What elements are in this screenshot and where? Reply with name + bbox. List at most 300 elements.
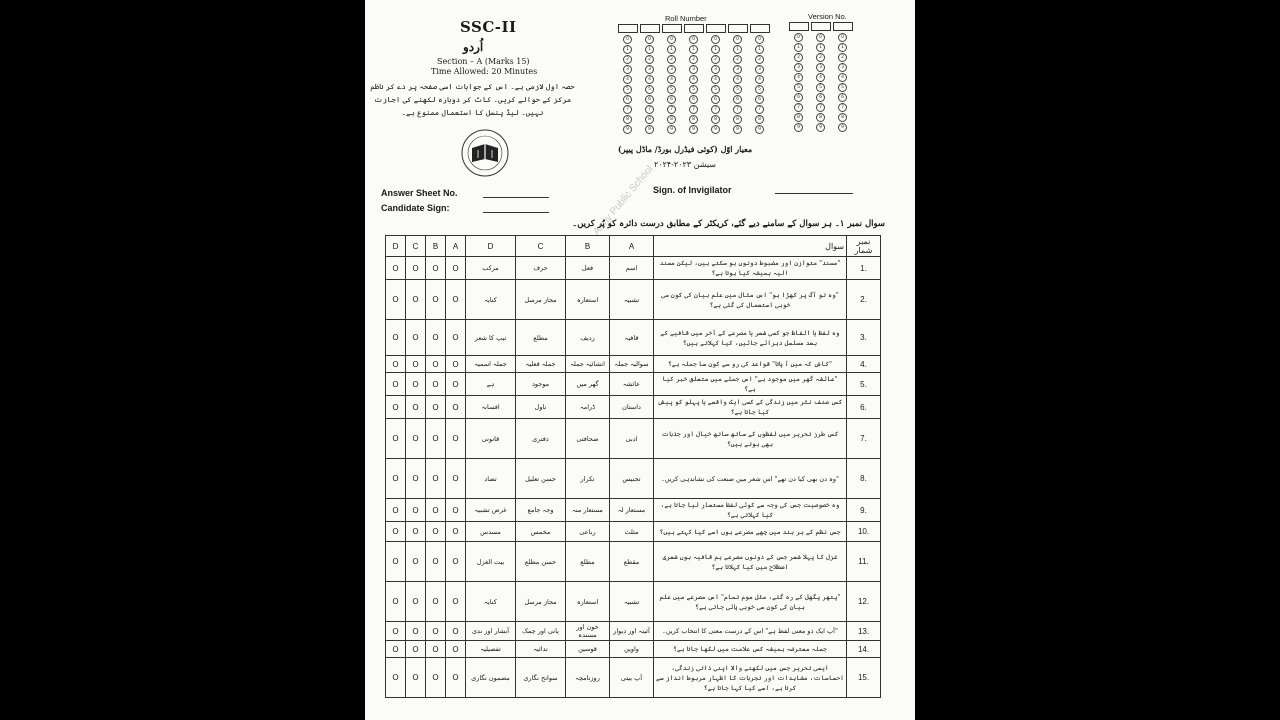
omr-bubble[interactable]: 7: [733, 105, 742, 114]
answer-bubble[interactable]: O: [446, 658, 466, 698]
answer-bubble[interactable]: O: [406, 499, 426, 522]
omr-bubble[interactable]: 2: [667, 55, 676, 64]
omr-bubble[interactable]: 4: [711, 75, 720, 84]
answer-bubble[interactable]: O: [426, 320, 446, 356]
option-a: تشبیہ: [610, 280, 654, 320]
question-number: 4.: [847, 356, 881, 373]
omr-bubble[interactable]: 1: [755, 45, 764, 54]
question-text: کس صنف نثر میں زندگی کے کسی ایک واقعے یا پہلو کو پیش کیا جاتا ہے؟: [654, 396, 847, 419]
omr-bubble[interactable]: 5: [733, 85, 742, 94]
answer-bubble[interactable]: O: [426, 257, 446, 280]
omr-bubble[interactable]: 2: [711, 55, 720, 64]
question-number: 9.: [847, 499, 881, 522]
question-heading: سوال نمبر ۱۔ ہر سوال کے سامنے دیے گئے، کریکٹر کے مطابق درست دائرہ کو پُر کریں۔: [572, 219, 885, 229]
option-c: مجاز مرسل: [516, 280, 566, 320]
question-number: 3.: [847, 320, 881, 356]
omr-bubble[interactable]: 0: [755, 35, 764, 44]
omr-bubble[interactable]: 6: [645, 95, 654, 104]
omr-bubble[interactable]: 3: [733, 65, 742, 74]
option-c: مجاز مرسل: [516, 582, 566, 622]
option-c: حسن مطلع: [516, 542, 566, 582]
omr-bubble[interactable]: 5: [645, 85, 654, 94]
header-b: B: [426, 236, 446, 257]
omr-column[interactable]: [810, 22, 831, 133]
answer-bubble[interactable]: O: [406, 522, 426, 542]
omr-bubble[interactable]: 0: [645, 35, 654, 44]
omr-bubble[interactable]: 5: [755, 85, 764, 94]
answer-bubble[interactable]: O: [386, 622, 406, 641]
omr-column[interactable]: [727, 24, 748, 135]
roll-number-grid[interactable]: [617, 24, 770, 135]
omr-digit-box[interactable]: [750, 24, 770, 33]
invigilator-label: Sign. of Invigilator: [653, 185, 732, 195]
time-allowed: Time Allowed: 20 Minutes: [431, 67, 538, 76]
answer-bubble[interactable]: O: [386, 280, 406, 320]
answer-bubble[interactable]: O: [446, 419, 466, 459]
omr-column[interactable]: [749, 24, 770, 135]
question-text: "وہ تو آگ پر کھڑا ہو" اس مثال میں علم بیان کی کون سی خوبی استعمال کی گئی ہے؟: [654, 280, 847, 320]
option-a: مستعار لہ: [610, 499, 654, 522]
omr-bubble[interactable]: 3: [711, 65, 720, 74]
option-c: ناول: [516, 396, 566, 419]
option-c: موجود: [516, 373, 566, 396]
omr-bubble[interactable]: 3: [667, 65, 676, 74]
omr-bubble[interactable]: 7: [838, 103, 847, 112]
omr-bubble[interactable]: 1: [667, 45, 676, 54]
session-title: معیار اوّل (کوئی فیڈرل بورڈ/ ماڈل پیپر): [617, 144, 753, 154]
omr-bubble[interactable]: 2: [755, 55, 764, 64]
option-a: اسم: [610, 257, 654, 280]
answer-bubble[interactable]: O: [406, 396, 426, 419]
omr-digit-box[interactable]: [728, 24, 748, 33]
omr-bubble[interactable]: 2: [794, 53, 803, 62]
answer-bubble[interactable]: O: [446, 320, 466, 356]
option-c: پانی اور چمک: [516, 622, 566, 641]
omr-bubble[interactable]: 3: [816, 63, 825, 72]
omr-bubble[interactable]: 9: [667, 125, 676, 134]
omr-bubble[interactable]: 0: [733, 35, 742, 44]
option-d: بیت الغزل: [466, 542, 516, 582]
omr-column[interactable]: [639, 24, 660, 135]
question-number: 12.: [847, 582, 881, 622]
version-grid[interactable]: [788, 22, 853, 133]
omr-bubble[interactable]: 8: [667, 115, 676, 124]
option-a: آپ بیتی: [610, 658, 654, 698]
option-b: ردیف: [566, 320, 610, 356]
answer-sheet-paper: [365, 0, 915, 720]
answer-sheet-label: Answer Sheet No.: [381, 188, 458, 198]
omr-bubble[interactable]: 5: [794, 83, 803, 92]
omr-bubble[interactable]: 0: [838, 33, 847, 42]
option-a: عائشہ: [610, 373, 654, 396]
table-row: [386, 280, 881, 320]
omr-digit-box[interactable]: [662, 24, 682, 33]
omr-digit-box[interactable]: [684, 24, 704, 33]
answer-bubble[interactable]: O: [386, 582, 406, 622]
omr-bubble[interactable]: 6: [689, 95, 698, 104]
omr-bubble[interactable]: 4: [667, 75, 676, 84]
option-a: سوالیہ جملہ: [610, 356, 654, 373]
omr-digit-box[interactable]: [833, 22, 853, 31]
answer-bubble[interactable]: O: [386, 320, 406, 356]
omr-bubble[interactable]: 0: [794, 33, 803, 42]
option-d: افسانہ: [466, 396, 516, 419]
question-text: "کاش کہ میں آ پاتا" قواعد کی رو سے کون سا جملہ ہے؟: [654, 356, 847, 373]
omr-bubble[interactable]: 7: [645, 105, 654, 114]
option-d: مسدس: [466, 522, 516, 542]
answer-bubble[interactable]: O: [446, 499, 466, 522]
option-d: کنایہ: [466, 280, 516, 320]
option-d: غرض تشبیہ: [466, 499, 516, 522]
omr-digit-box[interactable]: [789, 22, 809, 31]
omr-column[interactable]: [832, 22, 853, 133]
omr-bubble[interactable]: 9: [711, 125, 720, 134]
omr-bubble[interactable]: 6: [711, 95, 720, 104]
option-d: تیپ کا شعر: [466, 320, 516, 356]
omr-digit-box[interactable]: [640, 24, 660, 33]
question-number: 13.: [847, 622, 881, 641]
exam-title: SSC-II: [460, 18, 517, 36]
table-row: [386, 396, 881, 419]
option-a: مثلث: [610, 522, 654, 542]
question-text: "عائشہ گھر میں موجود ہے" اس جملے میں متعلق خبر کیا ہے؟: [654, 373, 847, 396]
omr-bubble[interactable]: 5: [838, 83, 847, 92]
table-row: [386, 542, 881, 582]
option-d: آبشار اور ندی: [466, 622, 516, 641]
answer-bubble[interactable]: O: [426, 356, 446, 373]
answer-bubble[interactable]: O: [426, 641, 446, 658]
omr-bubble[interactable]: 8: [623, 115, 632, 124]
omr-bubble[interactable]: 9: [623, 125, 632, 134]
omr-bubble[interactable]: 1: [838, 43, 847, 52]
question-text: جملہ معترضہ ہمیشہ کس علامت میں لکھا جاتا ہے؟: [654, 641, 847, 658]
answer-bubble[interactable]: O: [386, 658, 406, 698]
answer-bubble[interactable]: O: [386, 373, 406, 396]
option-c: دفتری: [516, 419, 566, 459]
answer-bubble[interactable]: O: [446, 396, 466, 419]
option-b: مستعار منہ: [566, 499, 610, 522]
table-row: [386, 641, 881, 658]
omr-bubble[interactable]: 7: [755, 105, 764, 114]
question-number: 2.: [847, 280, 881, 320]
omr-bubble[interactable]: 1: [733, 45, 742, 54]
omr-bubble[interactable]: 9: [816, 123, 825, 132]
omr-bubble[interactable]: 9: [794, 123, 803, 132]
candidate-sign-field[interactable]: [483, 212, 549, 213]
option-b: قوسین: [566, 641, 610, 658]
answer-bubble[interactable]: O: [406, 658, 426, 698]
answer-bubble[interactable]: O: [386, 356, 406, 373]
answer-bubble[interactable]: O: [446, 280, 466, 320]
omr-bubble[interactable]: 6: [816, 93, 825, 102]
answer-bubble[interactable]: O: [386, 419, 406, 459]
option-c: حرف: [516, 257, 566, 280]
omr-bubble[interactable]: 6: [794, 93, 803, 102]
option-d: مرکب: [466, 257, 516, 280]
option-a: قافیہ: [610, 320, 654, 356]
header-c: C: [406, 236, 426, 257]
omr-digit-box[interactable]: [706, 24, 726, 33]
answer-bubble[interactable]: O: [386, 396, 406, 419]
omr-bubble[interactable]: 8: [816, 113, 825, 122]
omr-digit-box[interactable]: [618, 24, 638, 33]
invigilator-sign-field[interactable]: [775, 193, 853, 194]
option-a: آئینہ اور دیوار: [610, 622, 654, 641]
answer-bubble[interactable]: O: [426, 622, 446, 641]
table-row: [386, 419, 881, 459]
option-b: رباعی: [566, 522, 610, 542]
option-c: جملہ فعلیہ: [516, 356, 566, 373]
option-a: داستان: [610, 396, 654, 419]
table-row: [386, 622, 881, 641]
option-b: فعل: [566, 257, 610, 280]
answer-bubble[interactable]: O: [406, 542, 426, 582]
omr-bubble[interactable]: 4: [794, 73, 803, 82]
answer-bubble[interactable]: O: [426, 499, 446, 522]
instructions-text: حصہ اول لازمی ہے۔ اس کے جوابات اسی صفحہ پر دے کر ناظم مرکز کے حوالے کریں۔ کاٹ کر دوبارہ لکھنے کی اجازت نہیں۔ لیڈ پنسل کا استعمال ممنوع ہے۔: [370, 82, 575, 117]
omr-bubble[interactable]: 3: [755, 65, 764, 74]
table-row: [386, 320, 881, 356]
omr-bubble[interactable]: 8: [794, 113, 803, 122]
omr-bubble[interactable]: 6: [733, 95, 742, 104]
option-d: کنایہ: [466, 582, 516, 622]
answer-bubble[interactable]: O: [426, 396, 446, 419]
option-b: روزنامچہ: [566, 658, 610, 698]
answer-bubble[interactable]: O: [406, 280, 426, 320]
question-number: 6.: [847, 396, 881, 419]
version-label: Version No.: [808, 12, 847, 21]
omr-bubble[interactable]: 3: [645, 65, 654, 74]
omr-bubble[interactable]: 7: [711, 105, 720, 114]
answer-bubble[interactable]: O: [426, 542, 446, 582]
omr-bubble[interactable]: 4: [838, 73, 847, 82]
answer-bubble[interactable]: O: [386, 522, 406, 542]
answer-bubble[interactable]: O: [446, 522, 466, 542]
option-c: سوانح نگاری: [516, 658, 566, 698]
omr-bubble[interactable]: 9: [755, 125, 764, 134]
omr-bubble[interactable]: 6: [667, 95, 676, 104]
omr-bubble[interactable]: 1: [623, 45, 632, 54]
answer-bubble[interactable]: O: [386, 499, 406, 522]
omr-bubble[interactable]: 8: [755, 115, 764, 124]
omr-bubble[interactable]: 5: [667, 85, 676, 94]
omr-bubble[interactable]: 9: [838, 123, 847, 132]
question-text: "پتھر پگھل کے رہ گئے، مثل موم تمام" اس مصرعے میں علم بیان کی کون سی خوبی پائی جاتی ہے؟: [654, 582, 847, 622]
omr-bubble[interactable]: 8: [711, 115, 720, 124]
omr-bubble[interactable]: 3: [689, 65, 698, 74]
candidate-sign-label: Candidate Sign:: [381, 203, 450, 213]
omr-bubble[interactable]: 5: [816, 83, 825, 92]
header-option-c: C: [516, 236, 566, 257]
option-b: خون اور مسندہ: [566, 622, 610, 641]
question-number: 14.: [847, 641, 881, 658]
omr-bubble[interactable]: 2: [645, 55, 654, 64]
question-number: 11.: [847, 542, 881, 582]
omr-column[interactable]: [705, 24, 726, 135]
table-row: [386, 499, 881, 522]
option-c: مطلع: [516, 320, 566, 356]
option-b: استعارہ: [566, 582, 610, 622]
answer-bubble[interactable]: O: [446, 542, 466, 582]
option-d: تفصیلیہ: [466, 641, 516, 658]
omr-bubble[interactable]: 8: [645, 115, 654, 124]
answer-bubble[interactable]: O: [426, 280, 446, 320]
answer-bubble[interactable]: O: [446, 582, 466, 622]
omr-bubble[interactable]: 2: [838, 53, 847, 62]
omr-bubble[interactable]: 7: [667, 105, 676, 114]
option-b: گھر میں: [566, 373, 610, 396]
omr-bubble[interactable]: 6: [755, 95, 764, 104]
answer-bubble[interactable]: O: [446, 257, 466, 280]
option-a: واوین: [610, 641, 654, 658]
omr-bubble[interactable]: 1: [711, 45, 720, 54]
omr-bubble[interactable]: 4: [816, 73, 825, 82]
answer-bubble[interactable]: O: [386, 641, 406, 658]
answer-sheet-field[interactable]: [483, 197, 549, 198]
omr-column[interactable]: [788, 22, 809, 133]
omr-bubble[interactable]: 5: [623, 85, 632, 94]
option-c: ندائیہ: [516, 641, 566, 658]
header-serial: نمبر شمار: [847, 236, 881, 257]
answer-bubble[interactable]: O: [446, 373, 466, 396]
answer-bubble[interactable]: O: [426, 582, 446, 622]
answer-bubble[interactable]: O: [446, 622, 466, 641]
table-row: [386, 257, 881, 280]
answer-bubble[interactable]: O: [386, 459, 406, 499]
omr-digit-box[interactable]: [811, 22, 831, 31]
omr-bubble[interactable]: 2: [816, 53, 825, 62]
omr-column[interactable]: [617, 24, 638, 135]
header-option-a: A: [610, 236, 654, 257]
omr-bubble[interactable]: 0: [711, 35, 720, 44]
omr-bubble[interactable]: 2: [623, 55, 632, 64]
omr-bubble[interactable]: 3: [794, 63, 803, 72]
table-row: [386, 373, 881, 396]
answer-bubble[interactable]: O: [446, 641, 466, 658]
question-number: 7.: [847, 419, 881, 459]
table-header-row: [386, 236, 881, 257]
header-d: D: [386, 236, 406, 257]
omr-bubble[interactable]: 0: [689, 35, 698, 44]
answer-bubble[interactable]: O: [406, 641, 426, 658]
question-number: 5.: [847, 373, 881, 396]
answer-bubble[interactable]: O: [406, 356, 426, 373]
omr-bubble[interactable]: 0: [667, 35, 676, 44]
omr-bubble[interactable]: 6: [838, 93, 847, 102]
omr-bubble[interactable]: 2: [733, 55, 742, 64]
omr-column[interactable]: [661, 24, 682, 135]
omr-bubble[interactable]: 3: [838, 63, 847, 72]
table-row: [386, 582, 881, 622]
omr-bubble[interactable]: 9: [645, 125, 654, 134]
omr-bubble[interactable]: 7: [794, 103, 803, 112]
omr-bubble[interactable]: 7: [816, 103, 825, 112]
answer-bubble[interactable]: O: [406, 419, 426, 459]
omr-bubble[interactable]: 8: [689, 115, 698, 124]
header-question: سوال: [654, 236, 847, 257]
omr-bubble[interactable]: 4: [645, 75, 654, 84]
question-text: "مسند" متوازن اور مضبوط دونوں ہو سکتے ہیں، لیکن مسند الیہ ہمیشہ کیا ہوتا ہے؟: [654, 257, 847, 280]
table-row: [386, 522, 881, 542]
answer-bubble[interactable]: O: [406, 622, 426, 641]
answer-bubble[interactable]: O: [386, 257, 406, 280]
option-c: حسن تعلیل: [516, 459, 566, 499]
answer-bubble[interactable]: O: [406, 373, 426, 396]
omr-bubble[interactable]: 5: [689, 85, 698, 94]
omr-bubble[interactable]: 4: [689, 75, 698, 84]
omr-bubble[interactable]: 3: [623, 65, 632, 74]
table-row: [386, 356, 881, 373]
header-option-b: B: [566, 236, 610, 257]
mcq-table: [385, 235, 881, 698]
answer-bubble[interactable]: O: [446, 459, 466, 499]
question-number: 1.: [847, 257, 881, 280]
omr-bubble[interactable]: 4: [623, 75, 632, 84]
question-text: "آپ ایک ذو معنی لفظ ہے" اس کے درست معنی کا انتخاب کریں۔: [654, 622, 847, 641]
answer-bubble[interactable]: O: [406, 459, 426, 499]
option-b: استعارہ: [566, 280, 610, 320]
option-b: ڈرامہ: [566, 396, 610, 419]
header-option-d: D: [466, 236, 516, 257]
option-d: جملہ اسمیہ: [466, 356, 516, 373]
answer-bubble[interactable]: O: [426, 419, 446, 459]
answer-bubble[interactable]: O: [426, 459, 446, 499]
answer-bubble[interactable]: O: [426, 373, 446, 396]
omr-bubble[interactable]: 1: [794, 43, 803, 52]
school-logo-icon: [460, 128, 510, 178]
omr-bubble[interactable]: 1: [645, 45, 654, 54]
option-a: مقطع: [610, 542, 654, 582]
answer-bubble[interactable]: O: [426, 522, 446, 542]
question-text: وہ لفظ یا الفاظ جو کسی شعر یا مصرعے کے آخر میں قافیے کے بعد مسلسل دہرائے جائیں، کیا کہلاتے ہیں؟: [654, 320, 847, 356]
question-text: وہ خصوصیت جس کی وجہ سے کوئی لفظ مستعار لیا جاتا ہے، کیا کہلاتی ہے؟: [654, 499, 847, 522]
omr-bubble[interactable]: 5: [711, 85, 720, 94]
omr-bubble[interactable]: 7: [689, 105, 698, 114]
question-text: کس طرز تحریر میں لفظوں کے ساتھ ساتھ خیال اور جذبات بھی ہوتے ہیں؟: [654, 419, 847, 459]
option-c: مخمس: [516, 522, 566, 542]
option-b: مطلع: [566, 542, 610, 582]
answer-bubble[interactable]: O: [386, 542, 406, 582]
header-a: A: [446, 236, 466, 257]
roll-number-label: Roll Number: [665, 14, 707, 23]
option-d: قانونی: [466, 419, 516, 459]
omr-bubble[interactable]: 8: [838, 113, 847, 122]
omr-bubble[interactable]: 1: [816, 43, 825, 52]
omr-bubble[interactable]: 9: [689, 125, 698, 134]
omr-bubble[interactable]: 9: [733, 125, 742, 134]
option-c: وجہ جامع: [516, 499, 566, 522]
omr-bubble[interactable]: 8: [733, 115, 742, 124]
omr-bubble[interactable]: 1: [689, 45, 698, 54]
omr-bubble[interactable]: 6: [623, 95, 632, 104]
answer-bubble[interactable]: O: [426, 658, 446, 698]
option-b: صحافتی: [566, 419, 610, 459]
omr-bubble[interactable]: 0: [816, 33, 825, 42]
omr-bubble[interactable]: 0: [623, 35, 632, 44]
omr-bubble[interactable]: 7: [623, 105, 632, 114]
question-number: 10.: [847, 522, 881, 542]
option-b: انشائیہ جملہ: [566, 356, 610, 373]
omr-bubble[interactable]: 4: [755, 75, 764, 84]
answer-bubble[interactable]: O: [406, 320, 426, 356]
answer-bubble[interactable]: O: [406, 582, 426, 622]
answer-bubble[interactable]: O: [446, 356, 466, 373]
answer-bubble[interactable]: O: [406, 257, 426, 280]
option-a: تجنیس: [610, 459, 654, 499]
omr-column[interactable]: [683, 24, 704, 135]
omr-bubble[interactable]: 4: [733, 75, 742, 84]
omr-bubble[interactable]: 2: [689, 55, 698, 64]
